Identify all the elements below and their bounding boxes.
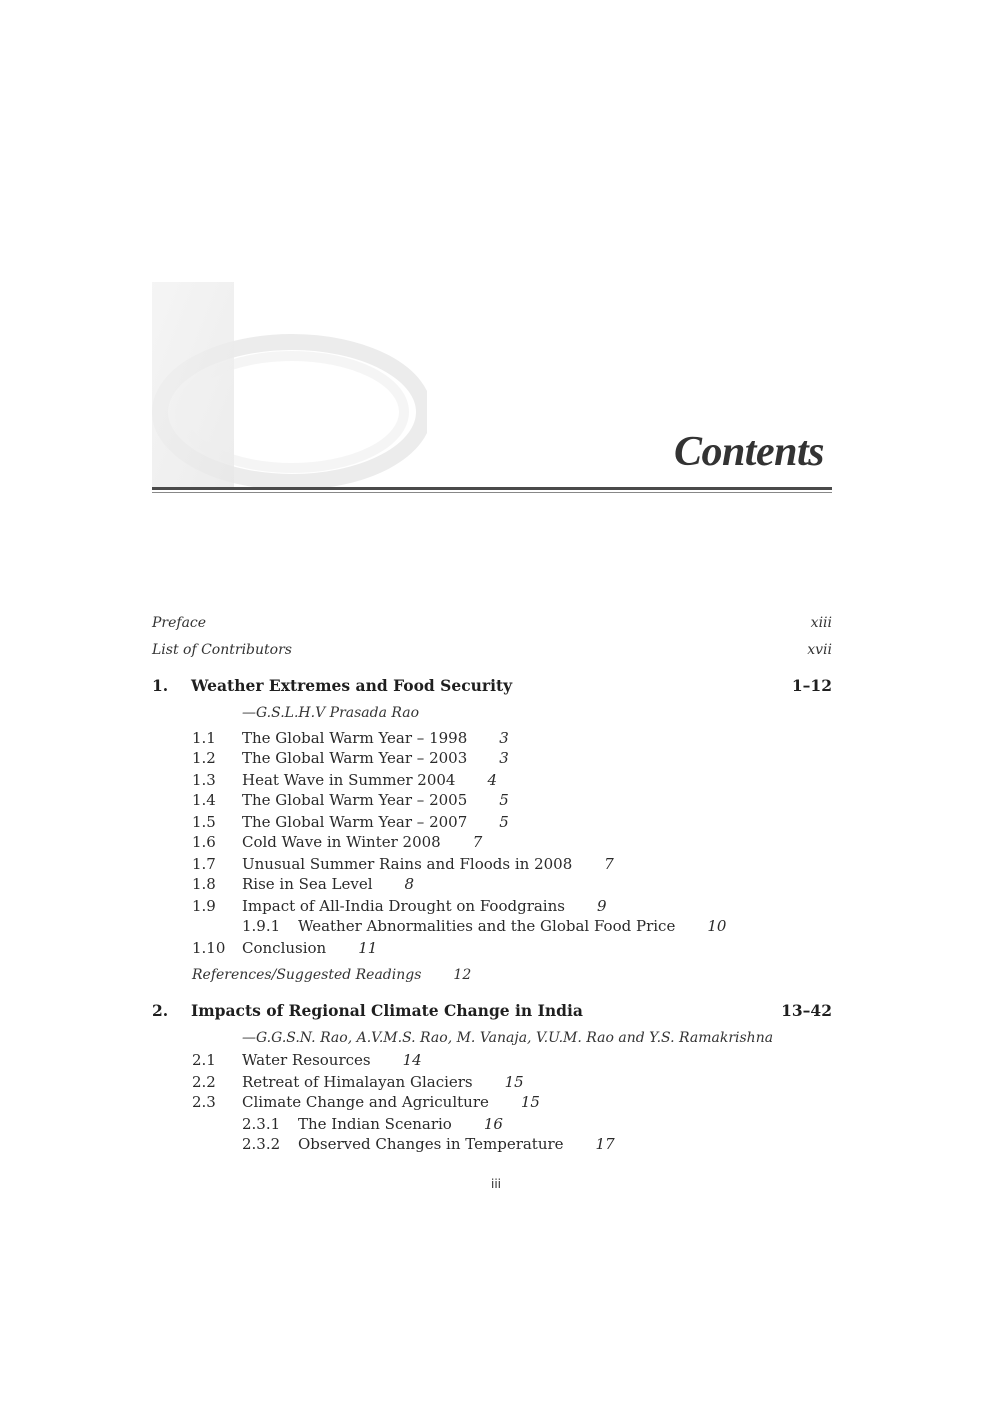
chapter-1-pages: 1–12 [791, 676, 832, 695]
section-number: 1.6 [192, 833, 216, 851]
section-page: 5 [499, 791, 509, 809]
toc-references[interactable] [192, 966, 471, 984]
toc-section[interactable] [192, 813, 509, 831]
toc-section[interactable] [192, 749, 509, 767]
toc-section[interactable] [192, 791, 509, 809]
toc-contributors-page: xvii [807, 642, 832, 658]
chapter-1-number: 1. [152, 676, 169, 695]
subsection-title: Weather Abnormalities and the Global Food Price [298, 917, 676, 935]
section-page: 5 [499, 813, 509, 831]
toc-section[interactable] [192, 729, 509, 747]
section-number: 2.2 [192, 1073, 216, 1091]
section-page: 3 [499, 749, 509, 767]
subsection-number: 2.3.1 [242, 1115, 281, 1133]
references-label: References/Suggested Readings [192, 967, 422, 983]
section-title: Heat Wave in Summer 2004 [242, 771, 456, 789]
toc-section[interactable] [192, 855, 614, 873]
chapter-1-title[interactable]: Weather Extremes and Food Security [191, 676, 513, 695]
section-number: 2.3 [192, 1093, 216, 1111]
toc-section[interactable] [192, 1093, 540, 1111]
title-rule-thin [152, 492, 832, 493]
toc-section[interactable] [192, 1073, 524, 1091]
section-title: The Global Warm Year – 1998 [242, 729, 468, 747]
toc-subsection[interactable] [242, 1135, 615, 1153]
section-title: Conclusion [242, 939, 327, 957]
section-number: 1.4 [192, 791, 216, 809]
subsection-title: The Indian Scenario [298, 1115, 452, 1133]
section-title: Water Resources [242, 1051, 371, 1069]
section-title: Cold Wave in Winter 2008 [242, 833, 441, 851]
section-number: 1.2 [192, 749, 216, 767]
section-title: The Global Warm Year – 2005 [242, 791, 468, 809]
chapter-2-title[interactable]: Impacts of Regional Climate Change in India [191, 1001, 583, 1020]
toc-subsection[interactable] [242, 917, 726, 935]
section-page: 9 [596, 897, 607, 915]
section-number: 1.9 [192, 897, 216, 915]
subsection-number: 2.3.2 [242, 1135, 281, 1153]
section-number: 1.7 [192, 855, 216, 873]
section-title: Rise in Sea Level [242, 875, 373, 893]
section-number: 1.8 [192, 875, 216, 893]
subsection-title: Observed Changes in Temperature [298, 1135, 564, 1153]
section-page: 15 [504, 1073, 524, 1091]
subsection-page: 17 [595, 1135, 615, 1153]
section-number: 1.10 [192, 939, 226, 957]
section-page: 3 [499, 729, 509, 747]
section-title: The Global Warm Year – 2007 [242, 813, 468, 831]
toc-section[interactable] [192, 875, 414, 893]
toc-preface-label[interactable]: Preface [152, 615, 207, 631]
section-page: 11 [358, 939, 378, 957]
toc-contributors-label[interactable]: List of Contributors [152, 642, 292, 658]
section-title: Retreat of Himalayan Glaciers [242, 1073, 473, 1091]
chapter-1-author: —G.S.L.H.V Prasada Rao [242, 705, 420, 721]
subsection-page: 10 [707, 917, 727, 935]
subsection-page: 16 [483, 1115, 503, 1133]
section-page: 4 [487, 771, 498, 789]
decorative-watermark-graphic [152, 282, 427, 488]
section-title: Climate Change and Agriculture [242, 1093, 489, 1111]
section-page: 15 [520, 1093, 540, 1111]
section-title: Impact of All-India Drought on Foodgrains [242, 897, 565, 915]
toc-subsection[interactable] [242, 1115, 503, 1133]
chapter-2-pages: 13–42 [781, 1001, 832, 1020]
toc-section[interactable] [192, 771, 497, 789]
section-number: 1.3 [192, 771, 216, 789]
section-number: 1.1 [192, 729, 216, 747]
toc-section[interactable] [192, 833, 482, 851]
section-page: 14 [402, 1051, 422, 1069]
section-number: 1.5 [192, 813, 216, 831]
page-number-footer: iii [490, 1177, 501, 1191]
section-page: 7 [472, 833, 483, 851]
subsection-number: 1.9.1 [242, 917, 281, 935]
section-page: 7 [604, 855, 614, 873]
references-page: 12 [453, 967, 472, 983]
toc-section[interactable] [192, 939, 377, 957]
section-page: 8 [404, 875, 415, 893]
toc-section[interactable] [192, 897, 607, 915]
chapter-2-author: —G.G.S.N. Rao, A.V.M.S. Rao, M. Vanaja, V.U.M. Rao and Y.S. Ramakrishna [242, 1030, 774, 1046]
title-rule-thick [152, 487, 832, 490]
toc-section[interactable] [192, 1051, 422, 1069]
page-title: Contents [673, 429, 824, 475]
section-number: 2.1 [192, 1051, 216, 1069]
toc-preface-page: xiii [810, 615, 832, 631]
section-title: Unusual Summer Rains and Floods in 2008 [242, 855, 573, 873]
section-title: The Global Warm Year – 2003 [242, 749, 468, 767]
chapter-2-number: 2. [152, 1001, 169, 1020]
